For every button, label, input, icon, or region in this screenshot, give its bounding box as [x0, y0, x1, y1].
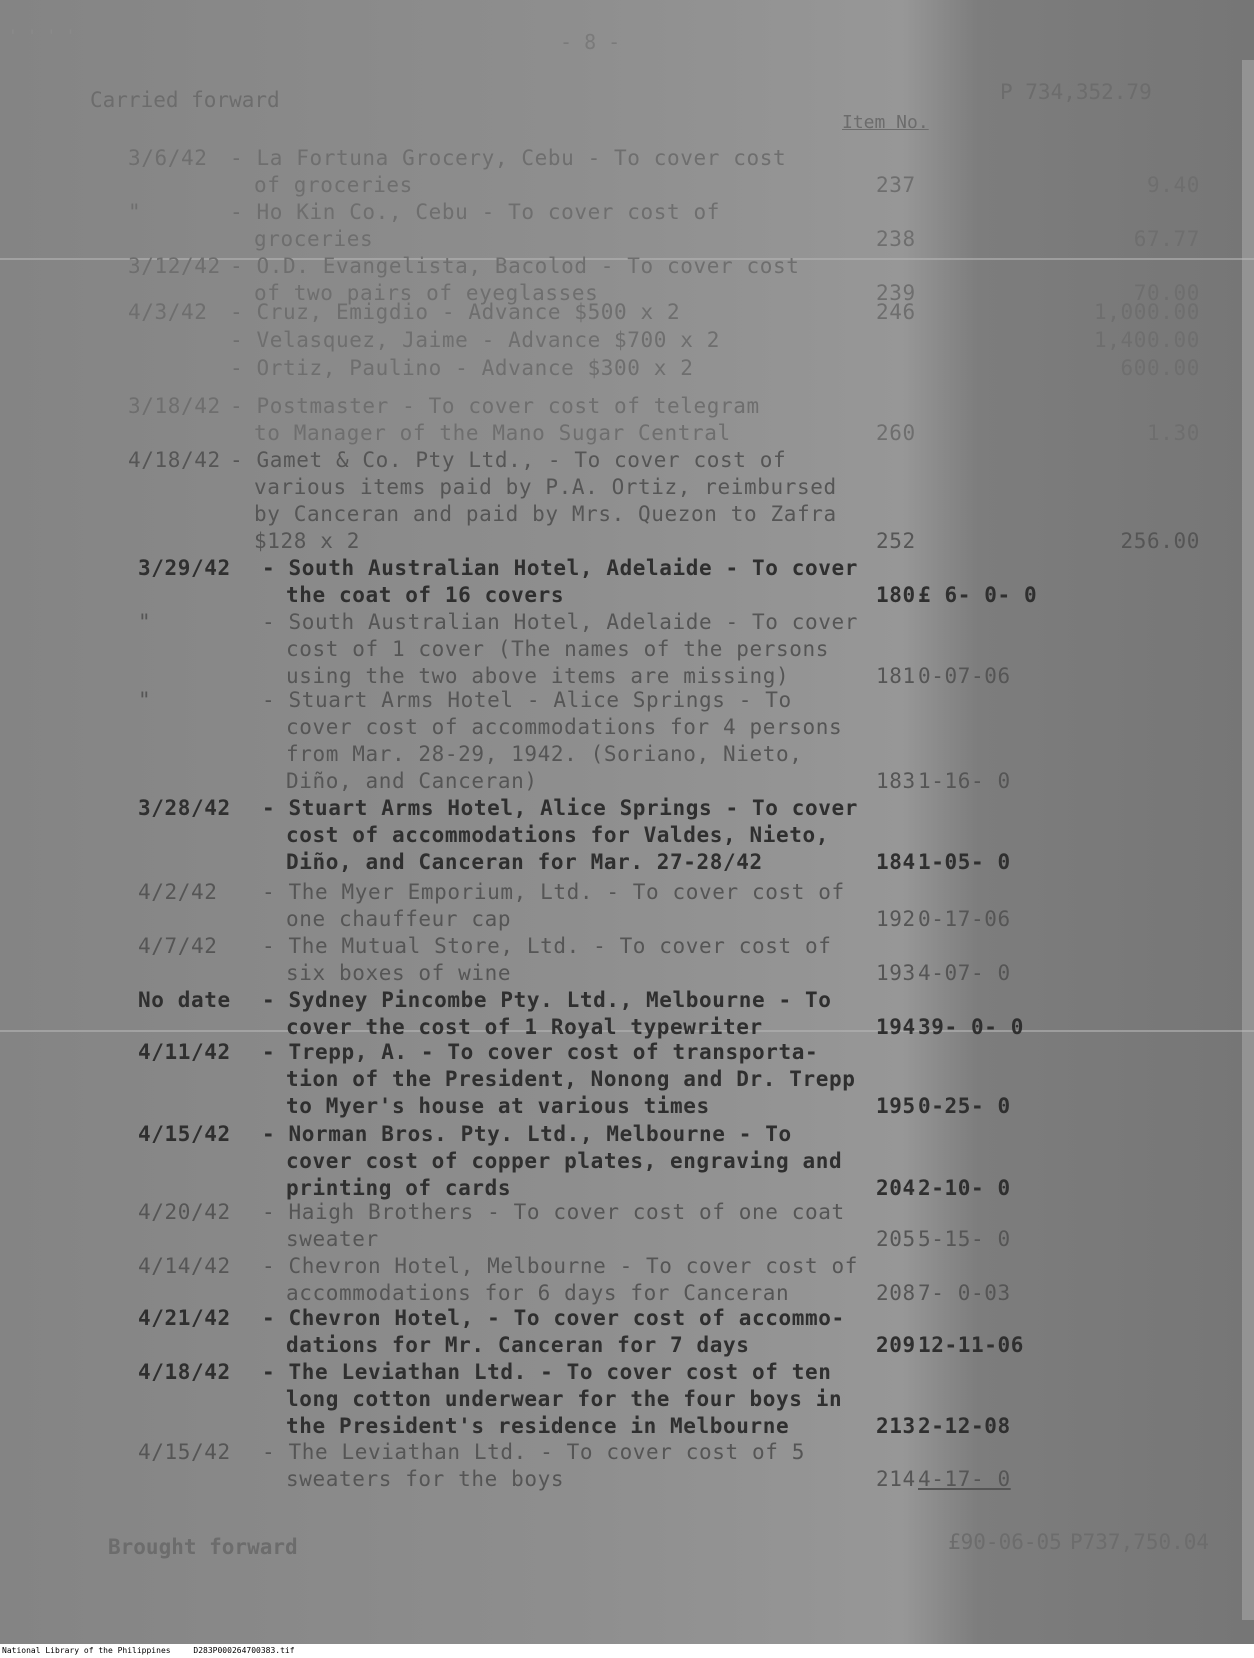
- entry-description-line: one chauffeur cap: [286, 907, 512, 931]
- entry-peso-amount: 1.30: [1147, 421, 1200, 445]
- entry-pound-amount: 1-05- 0: [918, 850, 1011, 874]
- entry-description-line: - Trepp, A. - To cover cost of transporta-: [262, 1040, 819, 1064]
- entry-date: 4/18/42: [138, 1360, 231, 1384]
- entry-description-line: - Norman Bros. Pty. Ltd., Melbourne - To: [262, 1122, 792, 1146]
- entry-pound-amount: 12-11-06: [918, 1333, 1024, 1357]
- entry-item-number: 252: [876, 529, 916, 553]
- entry-date: 3/18/42: [128, 394, 221, 418]
- entry-date: 3/29/42: [138, 556, 231, 580]
- entry-date: 4/14/42: [138, 1254, 231, 1278]
- entry-pound-amount: 4-17- 0: [918, 1467, 1011, 1491]
- entry-description-line: using the two above items are missing): [286, 664, 790, 688]
- entry-peso-amount: 70.00: [1133, 281, 1200, 305]
- corner-marks: ' ' ' ': [8, 26, 76, 45]
- entry-pound-amount: 4-07- 0: [918, 961, 1011, 985]
- entry-date: 4/3/42: [128, 300, 208, 324]
- entry-pound-amount: 2-10- 0: [918, 1176, 1011, 1200]
- entry-date: 4/15/42: [138, 1122, 231, 1146]
- entry-date: 3/12/42: [128, 254, 221, 278]
- entry-description-line: Diño, and Canceran): [286, 769, 538, 793]
- entry-description-line: from Mar. 28-29, 1942. (Soriano, Nieto,: [286, 742, 803, 766]
- entry-date: 4/2/42: [138, 880, 218, 904]
- entry-item-number: 214: [876, 1467, 916, 1491]
- entry-description-line: cost of 1 cover (The names of the persons: [286, 637, 829, 661]
- entry-peso-amount: 256.00: [1120, 529, 1200, 553]
- entry-description-line: - O.D. Evangelista, Bacolod - To cover cost: [230, 254, 800, 278]
- entry-description-line: printing of cards: [286, 1176, 512, 1200]
- entry-description-line: cover the cost of 1 Royal typewriter: [286, 1015, 763, 1039]
- entry-item-number: 181: [876, 664, 916, 688]
- entry-description-line: long cotton underwear for the four boys in: [286, 1387, 843, 1411]
- entry-pound-amount: 0-07-06: [918, 664, 1011, 688]
- entry-description-line: - South Australian Hotel, Adelaide - To cover: [262, 610, 858, 634]
- entry-date: ": [128, 200, 142, 224]
- entry-item-number: 184: [876, 850, 916, 874]
- entry-pound-amount: 2-12-08: [918, 1414, 1011, 1438]
- entry-description-line: dations for Mr. Canceran for 7 days: [286, 1333, 750, 1357]
- entry-description-line: - Sydney Pincombe Pty. Ltd., Melbourne - To: [262, 988, 832, 1012]
- entry-description-line: groceries: [254, 227, 374, 251]
- entry-date: ": [138, 688, 152, 712]
- entry-date: ": [138, 610, 152, 634]
- entry-description-line: cost of accommodations for Valdes, Nieto,: [286, 823, 829, 847]
- entry-description-line: sweaters for the boys: [286, 1467, 565, 1491]
- entry-description-line: - Stuart Arms Hotel, Alice Springs - To cover: [262, 796, 858, 820]
- page-edge: [1242, 60, 1254, 1620]
- entry-description-line: - The Leviathan Ltd. - To cover cost of ten: [262, 1360, 832, 1384]
- entry-item-number: 238: [876, 227, 916, 251]
- entry-item-number: 246: [876, 300, 916, 324]
- entry-pound-amount: 7- 0-03: [918, 1281, 1011, 1305]
- entry-description-line: cover cost of accommodations for 4 persons: [286, 715, 843, 739]
- entry-peso-amount: 600.00: [1120, 356, 1200, 380]
- entry-description-line: cover cost of copper plates, engraving and: [286, 1149, 843, 1173]
- page-number: - 8 -: [560, 30, 621, 54]
- entry-description-line: - Ortiz, Paulino - Advance $300 x 2: [230, 356, 694, 380]
- entry-item-number: 205: [876, 1227, 916, 1251]
- entry-description-line: - Gamet & Co. Pty Ltd., - To cover cost of: [230, 448, 787, 472]
- entry-description-line: - The Myer Emporium, Ltd. - To cover cost of: [262, 880, 845, 904]
- entry-date: 3/28/42: [138, 796, 231, 820]
- entry-item-number: 183: [876, 769, 916, 793]
- carried-forward-amount: P 734,352.79: [1000, 80, 1152, 104]
- entry-item-number: 194: [876, 1015, 916, 1039]
- entry-description-line: - La Fortuna Grocery, Cebu - To cover cost: [230, 146, 787, 170]
- entry-description-line: to Manager of the Mano Sugar Central: [254, 421, 731, 445]
- carried-forward-label: Carried forward: [90, 88, 280, 112]
- entry-description-line: - Stuart Arms Hotel - Alice Springs - To: [262, 688, 792, 712]
- entry-description-line: $128 x 2: [254, 529, 360, 553]
- entry-description-line: the President's residence in Melbourne: [286, 1414, 790, 1438]
- archive-file-id: D283P000264700383.tif: [193, 1646, 295, 1655]
- entry-peso-amount: 1,000.00: [1094, 300, 1200, 324]
- entry-item-number: 208: [876, 1281, 916, 1305]
- peso-total: P737,750.04: [1070, 1530, 1210, 1554]
- entry-item-number: 237: [876, 173, 916, 197]
- entry-date: 4/15/42: [138, 1440, 231, 1464]
- entry-item-number: 239: [876, 281, 916, 305]
- entry-peso-amount: 9.40: [1147, 173, 1200, 197]
- entry-description-line: - The Leviathan Ltd. - To cover cost of 5: [262, 1440, 805, 1464]
- entry-description-line: six boxes of wine: [286, 961, 512, 985]
- entry-item-number: 213: [876, 1414, 916, 1438]
- entry-item-number: 180: [876, 583, 916, 607]
- entry-peso-amount: 1,400.00: [1094, 328, 1200, 352]
- entry-item-number: 192: [876, 907, 916, 931]
- entry-date: 4/18/42: [128, 448, 221, 472]
- entry-description-line: - Chevron Hotel, Melbourne - To cover cost of: [262, 1254, 858, 1278]
- entry-item-number: 209: [876, 1333, 916, 1357]
- entry-description-line: - Postmaster - To cover cost of telegram: [230, 394, 760, 418]
- entry-date: 3/6/42: [128, 146, 208, 170]
- entry-pound-amount: 1-16- 0: [918, 769, 1011, 793]
- entry-description-line: of two pairs of eyeglasses: [254, 281, 599, 305]
- entry-description-line: tion of the President, Nonong and Dr. Trepp: [286, 1067, 856, 1091]
- entry-description-line: sweater: [286, 1227, 379, 1251]
- entry-date: 4/11/42: [138, 1040, 231, 1064]
- entry-pound-amount: 0-25- 0: [918, 1094, 1011, 1118]
- entry-description-line: - South Australian Hotel, Adelaide - To cover: [262, 556, 858, 580]
- entry-date: 4/21/42: [138, 1306, 231, 1330]
- entry-item-number: 193: [876, 961, 916, 985]
- entry-description-line: the coat of 16 covers: [286, 583, 565, 607]
- pound-total: £90-06-05: [948, 1530, 1062, 1554]
- entry-description-line: - Velasquez, Jaime - Advance $700 x 2: [230, 328, 720, 352]
- entry-pound-amount: £ 6- 0- 0: [918, 583, 1038, 607]
- entry-pound-amount: 39- 0- 0: [918, 1015, 1024, 1039]
- entry-description-line: - The Mutual Store, Ltd. - To cover cost of: [262, 934, 832, 958]
- archive-caption: [0, 1644, 1254, 1658]
- entry-pound-amount: 5-15- 0: [918, 1227, 1011, 1251]
- entry-description-line: to Myer's house at various times: [286, 1094, 710, 1118]
- entry-pound-amount: 0-17-06: [918, 907, 1011, 931]
- entry-description-line: Diño, and Canceran for Mar. 27-28/42: [286, 850, 763, 874]
- item-no-header: Item No.: [842, 112, 929, 133]
- entry-description-line: - Haigh Brothers - To cover cost of one coat: [262, 1200, 845, 1224]
- archive-institution: National Library of the Philippines: [2, 1646, 171, 1655]
- entry-item-number: 204: [876, 1176, 916, 1200]
- entry-date: No date: [138, 988, 231, 1012]
- entry-description-line: various items paid by P.A. Ortiz, reimbursed: [254, 475, 837, 499]
- entry-description-line: of groceries: [254, 173, 413, 197]
- entry-item-number: 195: [876, 1094, 916, 1118]
- entry-item-number: 260: [876, 421, 916, 445]
- entry-description-line: accommodations for 6 days for Canceran: [286, 1281, 790, 1305]
- entry-date: 4/20/42: [138, 1200, 231, 1224]
- entry-description-line: - Cruz, Emigdio - Advance $500 x 2: [230, 300, 681, 324]
- entry-description-line: by Canceran and paid by Mrs. Quezon to Zafra: [254, 502, 837, 526]
- brought-forward-label: Brought forward: [108, 1535, 298, 1559]
- entry-date: 4/7/42: [138, 934, 218, 958]
- entry-peso-amount: 67.77: [1133, 227, 1200, 251]
- entry-description-line: - Ho Kin Co., Cebu - To cover cost of: [230, 200, 720, 224]
- entry-description-line: - Chevron Hotel, - To cover cost of accommo-: [262, 1306, 845, 1330]
